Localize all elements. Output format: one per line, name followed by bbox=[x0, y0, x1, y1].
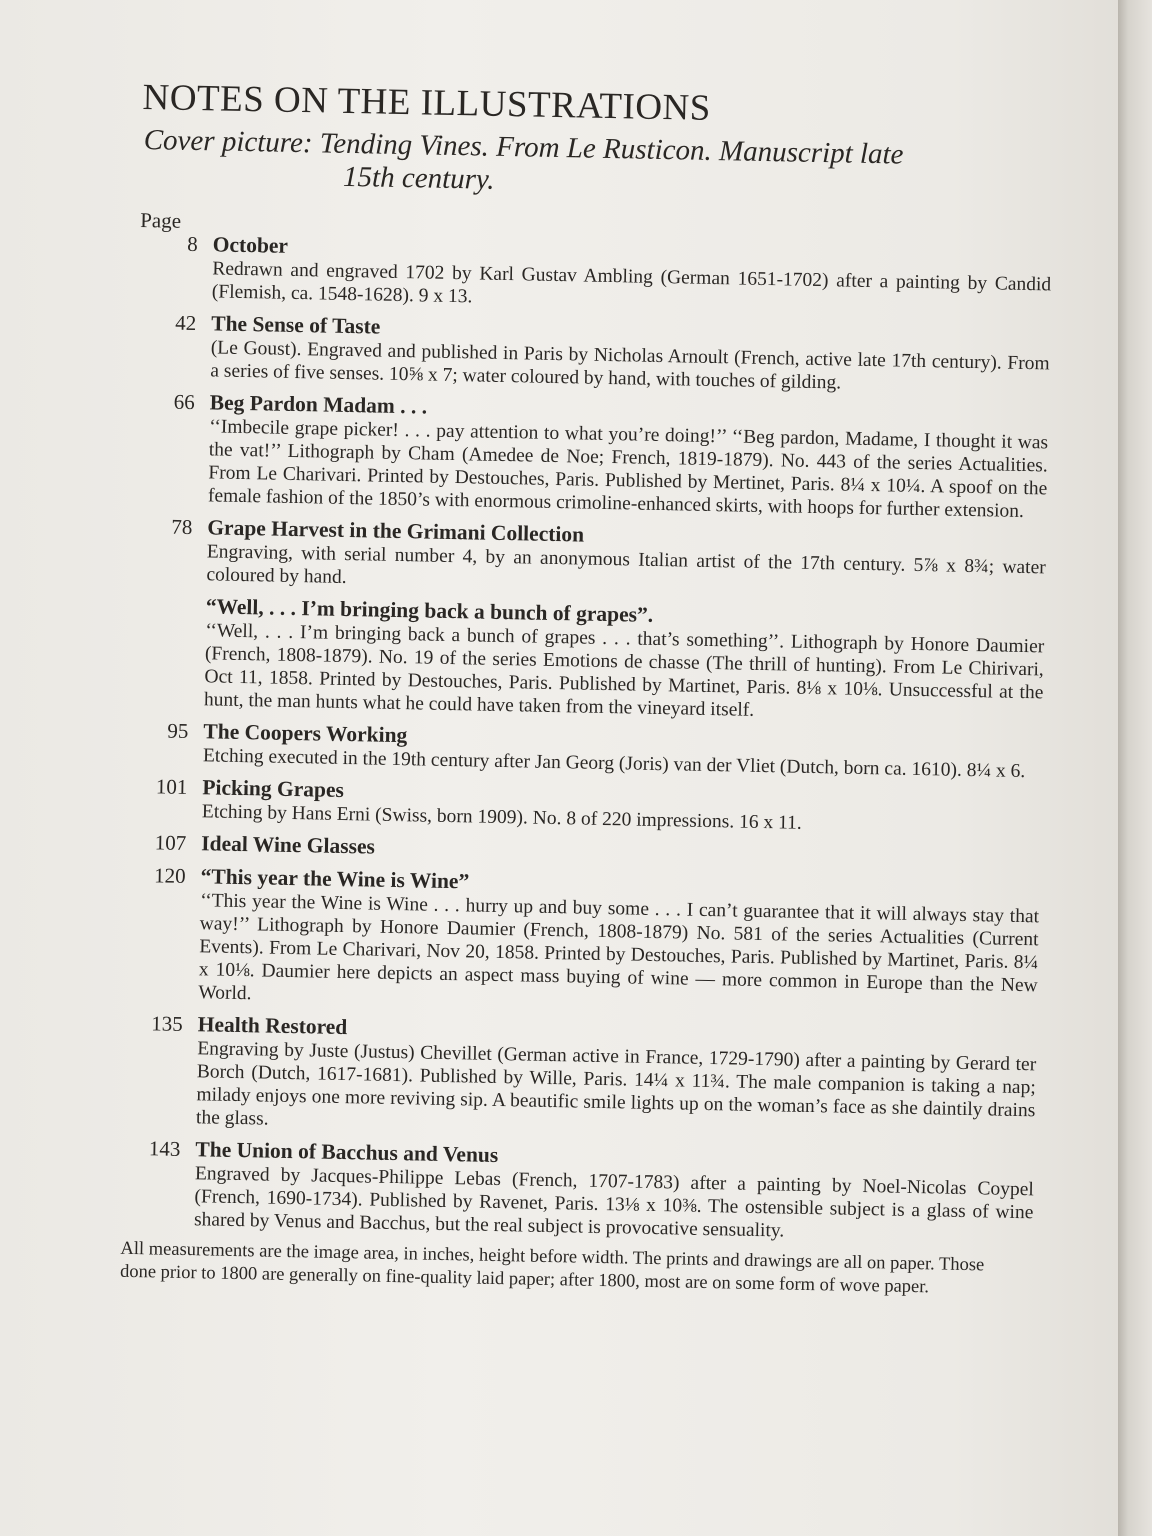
entry-title: The Union of Bacchus and Venus bbox=[195, 1137, 499, 1168]
illustration-list bbox=[121, 231, 1052, 1247]
entry-title: “Well, . . . I’m bringing back a bunch of grapes”. bbox=[205, 594, 654, 627]
entry-description: ‘‘This year the Wine is Wine . . . hurry up and buy some . . . I can’t guarantee that it will always stay that way!’’ Lithograph by Honore Daumier (French, 1808-1879) No. 581 of the series Actualities (Current Events). From Le Charivari, Nov 20, 1858. Printed by Destouches, Paris. Published by Martinet, Paris. 8¼ x 10⅛. Daumier here depicts an aspect mass buying of wine — more common in Europe than the New World. bbox=[198, 890, 1040, 1005]
illustration-entry bbox=[121, 1136, 1035, 1247]
entry-description: Engraving by Juste (Justus) Chevillet (German active in France, 1729-1790) after a painting by Gerard ter Borch (Dutch, 1617-1681). Published by Wille, Paris. 14¼ x 11¾. The male companion is taking a nap; milady enjoys one more reviving sip. A beautific smile lights up on the woman’s face as she daintily drains the glass. bbox=[195, 1038, 1037, 1130]
entry-title: October bbox=[212, 232, 289, 258]
entry-page-number: 66 bbox=[173, 389, 195, 415]
cover-caption-line1: Cover picture: Tending Vines. From Le Rusticon. Manuscript late bbox=[143, 124, 904, 171]
entry-page-number: 135 bbox=[151, 1011, 184, 1036]
illustration-entry bbox=[123, 1011, 1037, 1145]
entry-body bbox=[198, 864, 1040, 1020]
illustration-entry bbox=[131, 593, 1045, 727]
entry-description: (Le Goust). Engraved and published in Paris by Nicholas Arnoult (French, active late 17th century). From a series of five senses. 10⅝ x 7; water coloured by hand, with touches of gilding. bbox=[210, 337, 1050, 394]
entry-title: Health Restored bbox=[197, 1012, 348, 1040]
entry-page-number: 78 bbox=[171, 514, 193, 540]
entry-page-number: 42 bbox=[175, 310, 197, 336]
entry-page-number: 95 bbox=[167, 718, 189, 743]
footnote: All measurements are the image area, in inches, height before width. The prints and drawings are all on paper. Those done prior to 1800 are generally on fine-quality laid paper; after 1800, most are on some form of wove paper. bbox=[119, 1238, 985, 1298]
entry-description: Engraved by Jacques-Philippe Lebas (French, 1707-1783) after a painting by Noel-Nicolas Coypel (French, 1690-1734). Published by Ravenet, Paris. 13⅛ x 10⅜. The ostensible subject is a glass of wine shared by Venus and Bacchus, but the real subject is provocative sensuality. bbox=[193, 1163, 1034, 1242]
entry-body bbox=[204, 594, 1045, 727]
entry-body bbox=[194, 1137, 1035, 1247]
entry-title: Beg Pardon Madam . . . bbox=[209, 390, 428, 419]
page-content bbox=[120, 76, 1055, 1301]
illustration-entry bbox=[135, 389, 1049, 523]
entry-title: The Sense of Taste bbox=[211, 311, 381, 339]
entry-title: “This year the Wine is Wine” bbox=[200, 864, 470, 894]
entry-description: Engraving, with serial number 4, by an anonymous Italian artist of the 17th century. 5⅞ x 8¾; water coloured by hand. bbox=[206, 541, 1046, 589]
entry-title: Picking Grapes bbox=[202, 775, 345, 802]
entry-title: Ideal Wine Glasses bbox=[201, 831, 376, 859]
page-title: NOTES ON THE ILLUSTRATIONS bbox=[142, 76, 712, 129]
entry-title: Grape Harvest in the Grimani Collection bbox=[207, 515, 585, 547]
entry-page-number: 120 bbox=[153, 863, 186, 888]
entry-description: Etching by Hans Erni (Swiss, born 1909). No. 8 of 220 impressions. 16 x 11. bbox=[201, 801, 802, 834]
entry-description: Redrawn and engraved 1702 by Karl Gustav Ambling (German 1651-1702) after a painting by Candid (Flemish, ca. 1548-1628). 9 x 13. bbox=[211, 258, 1052, 308]
entry-page-number bbox=[131, 593, 191, 711]
cover-caption-line2: 15th century. bbox=[342, 160, 495, 196]
entry-body bbox=[196, 1012, 1037, 1145]
entry-page-number: 8 bbox=[187, 231, 199, 257]
illustration-entry bbox=[125, 863, 1040, 1020]
entry-page-number: 107 bbox=[154, 830, 187, 855]
page-edge bbox=[1118, 0, 1152, 1536]
cover-caption bbox=[141, 124, 1054, 207]
entry-page-number: 101 bbox=[155, 774, 188, 799]
entry-title: The Coopers Working bbox=[203, 719, 408, 748]
entry-page-number: 143 bbox=[148, 1136, 181, 1161]
entry-description: Etching executed in the 19th century after Jan Georg (Joris) van der Vliet (Dutch, born ca. 1610). 8¼ x 6. bbox=[202, 745, 1026, 783]
entry-description: ‘‘Imbecile grape picker! . . . pay attention to what you’re doing!’’ ‘‘Beg pardon, Madame, I thought it was the vat!’’ Lithograph by Cham (Amedee de Noe; French, 1819-1879). No. 443 of the series Actualities. From Le Charivari. Printed by Destouches, Paris. Published by Mertinet, Paris. 8¼ x 10¼. A spoof on the female fashion of the 1850’s with enormous crimoline-enhanced skirts, with hoops for further extension. bbox=[207, 416, 1049, 522]
page-column-header: Page bbox=[140, 207, 182, 233]
entry-body bbox=[208, 390, 1049, 523]
entry-description: ‘‘Well, . . . I’m bringing back a bunch of grapes . . . that’s something’’. Lithograph by Honore Daumier (French, 1808-1879). No. 19 of the series Emotions de chasse (The thrill of hunting). From Le Chirivari, Oct 11, 1858. Printed by Destouches, Paris. Published by Martinet, Paris. 8⅛ x 10⅛. Unsuccessful at the hunt, the man hunts what he could have taken from the vineyard itself. bbox=[203, 620, 1045, 721]
